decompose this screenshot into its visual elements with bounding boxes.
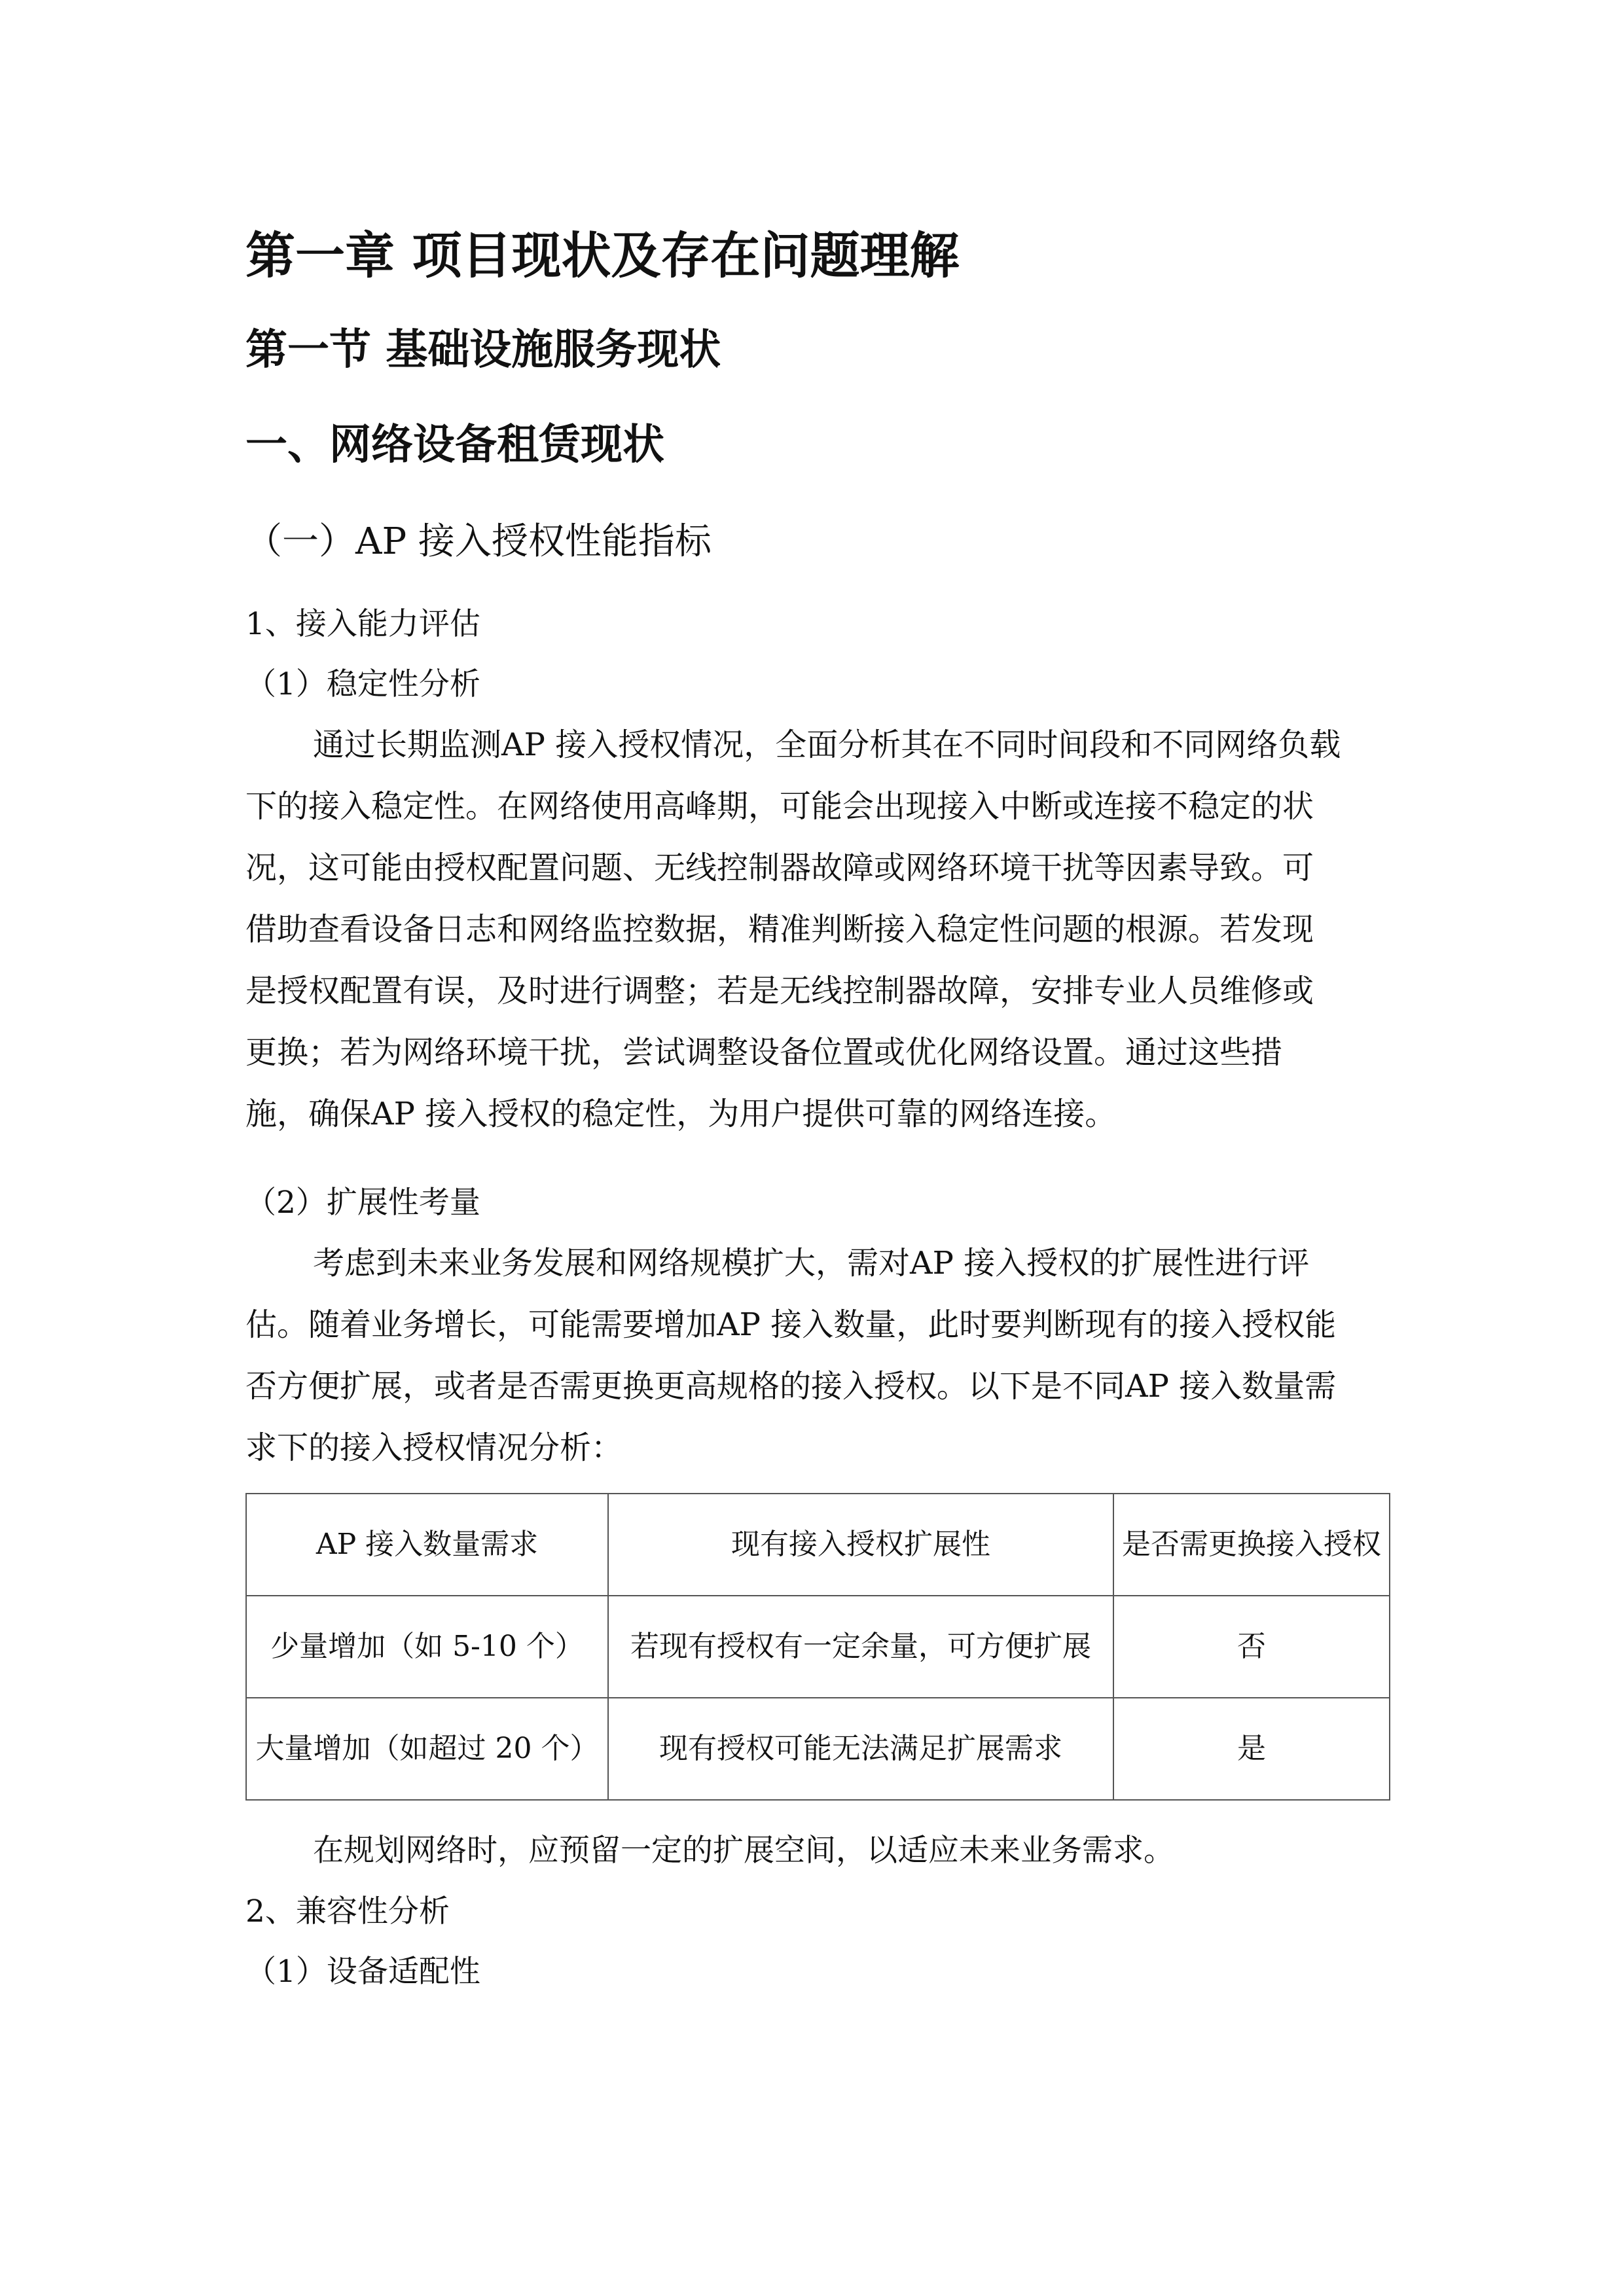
chapter-title: 第一章 项目现状及存在问题理解 [245, 226, 960, 285]
scalability-paragraph [245, 1232, 1389, 1479]
paragraph-line: 通过长期监测AP 接入授权情况，全面分析其在不同时间段和不同网络负载 [313, 726, 1341, 763]
table-cell: 现有授权可能无法满足扩展需求 [608, 1698, 1113, 1800]
subsubsection-title: （一）AP 接入授权性能指标 [245, 520, 712, 563]
section-title: 第一节 基础设施服务现状 [245, 326, 721, 374]
paragraph-line: 求下的接入授权情况分析： [245, 1429, 623, 1466]
table-header-cell: 是否需更换接入授权 [1113, 1494, 1390, 1596]
after-table-paragraph: 在规划网络时，应预留一定的扩展空间，以适应未来业务需求。 [313, 1833, 1174, 1869]
item1-title: 1、接入能力评估 [245, 606, 480, 642]
table-header-cell: AP 接入数量需求 [246, 1494, 608, 1596]
paragraph-line: 下的接入稳定性。在网络使用高峰期，可能会出现接入中断或连接不稳定的状 [245, 788, 1314, 825]
table-cell: 少量增加（如 5-10 个） [246, 1596, 608, 1698]
table-row [246, 1698, 1390, 1800]
table-row [246, 1596, 1390, 1698]
subsection-title: 一、网络设备租赁现状 [245, 421, 664, 469]
paragraph-line: 否方便扩展，或者是否需更换更高规格的接入授权。以下是不同AP 接入数量需 [245, 1368, 1337, 1405]
item1-sub1-title: （1）稳定性分析 [245, 666, 480, 702]
paragraph-line: 施，确保AP 接入授权的稳定性，为用户提供可靠的网络连接。 [245, 1096, 1117, 1132]
ap-license-table [245, 1493, 1390, 1801]
paragraph-line: 更换；若为网络环境干扰，尝试调整设备位置或优化网络设置。通过这些措 [245, 1034, 1283, 1071]
table-cell: 否 [1113, 1596, 1390, 1698]
stability-paragraph [245, 714, 1389, 1159]
item2-sub1-title: （1）设备适配性 [245, 1954, 480, 1990]
item1-sub2-title: （2）扩展性考量 [245, 1185, 480, 1221]
table-cell: 大量增加（如超过 20 个） [246, 1698, 608, 1800]
table-cell: 若现有授权有一定余量，可方便扩展 [608, 1596, 1113, 1698]
paragraph-line: 考虑到未来业务发展和网络规模扩大，需对AP 接入授权的扩展性进行评 [313, 1245, 1310, 1282]
table-header-row [246, 1494, 1390, 1596]
paragraph-line: 是授权配置有误，及时进行调整；若是无线控制器故障，安排专业人员维修或 [245, 973, 1314, 1009]
paragraph-line: 借助查看设备日志和网络监控数据，精准判断接入稳定性问题的根源。若发现 [245, 911, 1314, 948]
paragraph-line: 估。随着业务增长，可能需要增加AP 接入数量，此时要判断现有的接入授权能 [245, 1306, 1337, 1343]
item2-title: 2、兼容性分析 [245, 1893, 450, 1929]
table-header-cell: 现有接入授权扩展性 [608, 1494, 1113, 1596]
table-cell: 是 [1113, 1698, 1390, 1800]
paragraph-line: 况，这可能由授权配置问题、无线控制器故障或网络环境干扰等因素导致。可 [245, 850, 1314, 886]
